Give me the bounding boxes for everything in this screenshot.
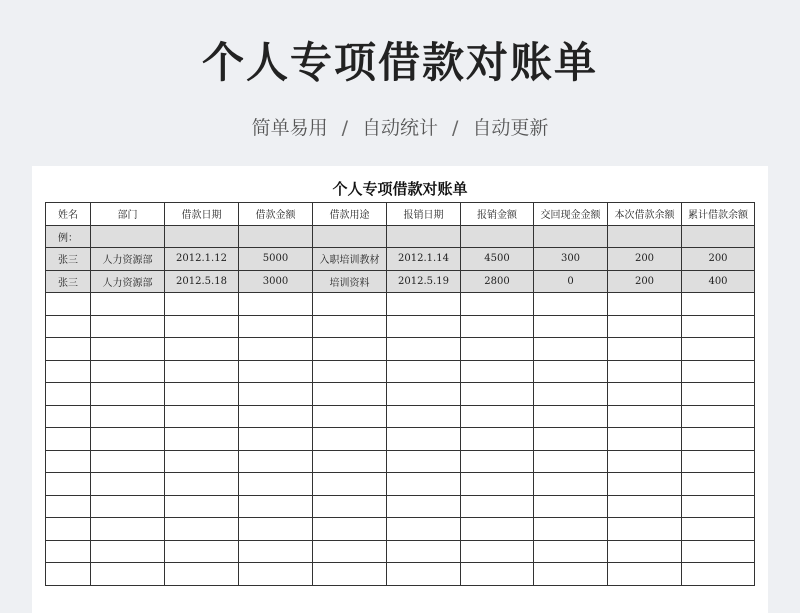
table-cell[interactable] [608, 563, 682, 586]
table-cell[interactable] [313, 495, 387, 518]
empty-row [46, 473, 755, 496]
tag-auto-update: 自动更新 [472, 117, 549, 139]
table-cell[interactable] [608, 450, 682, 473]
table-cell[interactable] [165, 405, 239, 428]
table-cell[interactable] [313, 383, 387, 406]
page-title: 个人专项借款对账单 [201, 38, 598, 87]
table-cell[interactable] [46, 495, 91, 518]
table-cell[interactable] [313, 315, 387, 338]
empty-row [46, 405, 755, 428]
tag-easy: 简单易用 [251, 117, 328, 139]
table-cell[interactable] [91, 518, 165, 541]
table-cell[interactable] [313, 473, 387, 496]
table-cell[interactable]: 0 [534, 270, 608, 293]
table-cell[interactable] [682, 293, 755, 316]
table-cell[interactable] [313, 405, 387, 428]
table-cell[interactable] [46, 405, 91, 428]
table-cell[interactable] [608, 428, 682, 451]
table-cell[interactable] [608, 405, 682, 428]
table-cell[interactable]: 张三 [46, 248, 91, 271]
table-cell[interactable] [239, 450, 313, 473]
table-cell[interactable] [461, 383, 534, 406]
table-cell[interactable] [91, 563, 165, 586]
table-cell[interactable] [239, 563, 313, 586]
feature-tagline [0, 113, 800, 140]
table-cell[interactable] [165, 428, 239, 451]
empty-row [46, 428, 755, 451]
table-cell[interactable] [239, 428, 313, 451]
table-cell[interactable]: 400 [682, 270, 755, 293]
table-cell[interactable] [239, 338, 313, 361]
table-cell[interactable] [387, 338, 461, 361]
table-cell[interactable] [91, 428, 165, 451]
table-cell[interactable]: 5000 [239, 248, 313, 271]
table-cell[interactable] [682, 383, 755, 406]
table-cell[interactable] [608, 495, 682, 518]
tag-separator: / [341, 117, 348, 139]
table-cell[interactable] [387, 315, 461, 338]
table-cell[interactable] [46, 563, 91, 586]
table-cell[interactable] [534, 563, 608, 586]
sheet-title: 个人专项借款对账单 [332, 180, 468, 198]
table-cell[interactable] [46, 383, 91, 406]
spreadsheet-sheet [32, 166, 768, 613]
table-cell[interactable]: 培训资料 [313, 270, 387, 293]
table-cell[interactable] [534, 338, 608, 361]
table-cell[interactable]: 200 [608, 248, 682, 271]
table-cell[interactable] [91, 405, 165, 428]
table-cell[interactable]: 入职培训教材 [313, 248, 387, 271]
table-cell[interactable] [682, 473, 755, 496]
table-cell[interactable] [313, 360, 387, 383]
empty-row [46, 495, 755, 518]
table-cell[interactable]: 2012.1.12 [165, 248, 239, 271]
table-cell[interactable] [46, 518, 91, 541]
table-cell[interactable] [534, 293, 608, 316]
table-cell[interactable] [91, 450, 165, 473]
table-cell[interactable] [239, 405, 313, 428]
table-cell[interactable] [534, 473, 608, 496]
table-cell[interactable] [534, 495, 608, 518]
table-cell[interactable] [387, 383, 461, 406]
table-cell[interactable] [682, 428, 755, 451]
table-cell[interactable] [239, 293, 313, 316]
table-cell[interactable] [91, 540, 165, 563]
table-cell[interactable] [608, 518, 682, 541]
table-cell[interactable] [461, 473, 534, 496]
column-header[interactable]: 报销金额 [461, 203, 534, 226]
table-cell[interactable] [682, 360, 755, 383]
table-cell[interactable] [387, 450, 461, 473]
table-cell[interactable] [461, 405, 534, 428]
table-cell[interactable] [461, 518, 534, 541]
table-cell[interactable] [313, 563, 387, 586]
table-cell[interactable] [165, 360, 239, 383]
tag-separator: / [452, 117, 459, 139]
table-cell[interactable] [387, 495, 461, 518]
column-header[interactable]: 累计借款余额 [682, 203, 755, 226]
table-cell[interactable] [461, 338, 534, 361]
table-cell[interactable] [461, 225, 534, 248]
column-header[interactable]: 部门 [91, 203, 165, 226]
table-cell[interactable] [461, 450, 534, 473]
table-cell[interactable] [165, 338, 239, 361]
table-cell[interactable] [608, 315, 682, 338]
table-cell[interactable] [239, 225, 313, 248]
empty-row [46, 360, 755, 383]
table-cell[interactable] [313, 293, 387, 316]
table-cell[interactable] [608, 293, 682, 316]
table-cell[interactable] [91, 338, 165, 361]
table-cell[interactable] [682, 225, 755, 248]
table-cell[interactable] [387, 225, 461, 248]
table-cell[interactable] [387, 360, 461, 383]
table-cell[interactable] [165, 563, 239, 586]
column-header[interactable]: 借款金额 [239, 203, 313, 226]
table-row [46, 248, 755, 271]
table-cell[interactable]: 人力资源部 [91, 270, 165, 293]
table-cell[interactable] [387, 563, 461, 586]
table-cell[interactable] [461, 495, 534, 518]
table-cell[interactable] [608, 473, 682, 496]
table-cell[interactable] [534, 360, 608, 383]
table-cell[interactable] [165, 518, 239, 541]
table-cell[interactable] [165, 495, 239, 518]
empty-row [46, 518, 755, 541]
table-cell[interactable] [165, 473, 239, 496]
table-cell[interactable]: 人力资源部 [91, 248, 165, 271]
table-cell[interactable] [239, 518, 313, 541]
table-cell[interactable] [682, 405, 755, 428]
empty-row [46, 563, 755, 586]
table-cell[interactable] [91, 225, 165, 248]
table-cell[interactable] [682, 338, 755, 361]
table-cell[interactable] [534, 540, 608, 563]
table-cell[interactable]: 2012.5.19 [387, 270, 461, 293]
column-header[interactable]: 报销日期 [387, 203, 461, 226]
table-row [46, 270, 755, 293]
table-cell[interactable] [608, 338, 682, 361]
empty-row [46, 338, 755, 361]
table-cell[interactable] [534, 383, 608, 406]
table-cell[interactable] [608, 540, 682, 563]
table-cell[interactable] [91, 360, 165, 383]
table-cell[interactable] [165, 315, 239, 338]
table-cell[interactable] [313, 540, 387, 563]
empty-row [46, 315, 755, 338]
table-cell[interactable] [239, 495, 313, 518]
table-cell[interactable] [46, 540, 91, 563]
column-header[interactable]: 借款日期 [165, 203, 239, 226]
table-cell[interactable] [46, 450, 91, 473]
table-cell[interactable] [461, 428, 534, 451]
table-cell[interactable] [239, 383, 313, 406]
column-header[interactable]: 姓名 [46, 203, 91, 226]
table-cell[interactable] [534, 225, 608, 248]
table-cell[interactable]: 200 [608, 270, 682, 293]
table-cell[interactable] [313, 225, 387, 248]
table-cell[interactable] [165, 225, 239, 248]
header-row [46, 203, 755, 226]
table-cell[interactable] [46, 293, 91, 316]
table-cell[interactable] [534, 450, 608, 473]
table-cell[interactable]: 300 [534, 248, 608, 271]
empty-row [46, 540, 755, 563]
example-row [46, 225, 755, 248]
empty-row [46, 450, 755, 473]
table-cell[interactable] [91, 383, 165, 406]
table-cell[interactable] [313, 450, 387, 473]
table-cell[interactable]: 2012.1.14 [387, 248, 461, 271]
table-cell[interactable] [239, 540, 313, 563]
table-cell[interactable]: 4500 [461, 248, 534, 271]
table-cell[interactable] [387, 428, 461, 451]
table-cell[interactable] [46, 473, 91, 496]
table-cell[interactable] [165, 540, 239, 563]
table-cell[interactable] [387, 405, 461, 428]
table-cell[interactable] [534, 518, 608, 541]
table-cell[interactable] [239, 360, 313, 383]
table-cell[interactable] [91, 315, 165, 338]
table-cell[interactable] [91, 293, 165, 316]
table-cell[interactable]: 张三 [46, 270, 91, 293]
table-cell[interactable] [461, 293, 534, 316]
empty-row [46, 293, 755, 316]
table-cell[interactable] [387, 293, 461, 316]
table-cell[interactable] [682, 563, 755, 586]
table-cell[interactable] [608, 383, 682, 406]
table-cell[interactable] [46, 360, 91, 383]
table-cell[interactable] [46, 338, 91, 361]
table-cell[interactable] [239, 315, 313, 338]
table-cell[interactable]: 3000 [239, 270, 313, 293]
column-header[interactable]: 借款用途 [313, 203, 387, 226]
table-cell[interactable] [313, 338, 387, 361]
example-label[interactable]: 例： [46, 225, 91, 248]
table-cell[interactable] [91, 495, 165, 518]
table-cell[interactable] [165, 383, 239, 406]
table-cell[interactable]: 2800 [461, 270, 534, 293]
table-cell[interactable] [313, 518, 387, 541]
table-cell[interactable] [461, 563, 534, 586]
table-cell[interactable] [387, 473, 461, 496]
table-cell[interactable] [387, 540, 461, 563]
table-cell[interactable] [682, 540, 755, 563]
table-cell[interactable] [682, 450, 755, 473]
table-cell[interactable] [461, 360, 534, 383]
table-cell[interactable] [534, 405, 608, 428]
table-cell[interactable] [46, 315, 91, 338]
tag-auto-stat: 自动统计 [361, 117, 438, 139]
table-cell[interactable] [608, 225, 682, 248]
table-cell[interactable] [534, 315, 608, 338]
table-cell[interactable] [313, 428, 387, 451]
table-cell[interactable] [165, 450, 239, 473]
table-cell[interactable]: 200 [682, 248, 755, 271]
table-cell[interactable] [461, 540, 534, 563]
table-cell[interactable] [239, 473, 313, 496]
table-cell[interactable] [682, 315, 755, 338]
table-cell[interactable] [46, 428, 91, 451]
table-cell[interactable] [682, 518, 755, 541]
table-cell[interactable] [165, 293, 239, 316]
ledger-table [45, 202, 755, 586]
table-cell[interactable] [387, 518, 461, 541]
table-cell[interactable] [682, 495, 755, 518]
table-cell[interactable] [534, 428, 608, 451]
table-cell[interactable] [91, 473, 165, 496]
empty-row [46, 383, 755, 406]
column-header[interactable]: 本次借款余额 [608, 203, 682, 226]
table-cell[interactable]: 2012.5.18 [165, 270, 239, 293]
column-header[interactable]: 交回现金金额 [534, 203, 608, 226]
table-cell[interactable] [608, 360, 682, 383]
table-cell[interactable] [461, 315, 534, 338]
